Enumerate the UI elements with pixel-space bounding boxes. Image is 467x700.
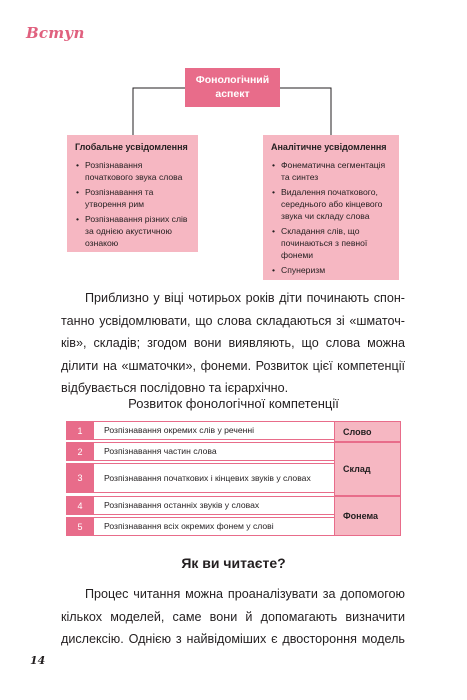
row-text: Розпізнавання частин слова: [94, 442, 334, 461]
intro-paragraph: [61, 287, 405, 400]
list-item: • Видалення початкового, середнього або кінцевого звука чи складу слова: [271, 186, 391, 222]
paragraph-line: дислексію. Однією з найвідоміших є двостороння модель: [61, 632, 405, 646]
level-word: Слово: [334, 421, 401, 442]
list-item: • Фонематична сегментація та синтез: [271, 159, 391, 183]
row-number: 2: [66, 442, 94, 461]
list-item: • Складання слів, що починаються з певної фонеми: [271, 225, 391, 261]
global-awareness-title: Глобальне усвідомлення: [75, 142, 188, 152]
row-number: 4: [66, 496, 94, 515]
table-row: [66, 442, 334, 461]
analytic-awareness-list: [271, 159, 391, 276]
paragraph-line: танно усвідомлювати, що слова складаються зі «шматоч-: [61, 313, 405, 328]
paragraph-line: відбувається послідовно та ієрархічно.: [61, 381, 289, 395]
analytic-awareness-title: Аналітичне усвідомлення: [271, 142, 387, 152]
global-awareness-box: [67, 135, 198, 252]
section-heading: Як ви читаєте?: [181, 555, 286, 571]
list-item: • Розпізнавання початкового звука слова: [75, 159, 190, 183]
level-phoneme: Фонема: [334, 496, 401, 536]
row-text: Розпізнавання всіх окремих фонем у слові: [94, 517, 334, 536]
table-row: [66, 517, 334, 536]
row-text: Розпізнавання останніх звуків у словах: [94, 496, 334, 515]
table-row: [66, 463, 334, 493]
level-syllable: Склад: [334, 442, 401, 496]
diagram-top-box: Фонологічний аспект: [185, 68, 280, 107]
paragraph-line: ків», складів; згодом вони виявляють, що слова можна: [61, 336, 405, 350]
row-text: Розпізнавання початкових і кінцевих звуків у словах: [94, 463, 334, 493]
table-row: [66, 421, 334, 440]
paragraph-line: Процес читання можна проаналізувати за допомогою: [85, 587, 405, 601]
paragraph-line: ділити на «шматочки», фонеми. Розвиток цієї компетенції: [61, 358, 405, 373]
global-awareness-list: [75, 159, 190, 249]
list-item: • Розпізнавання та утворення рим: [75, 186, 190, 210]
row-text: Розпізнавання окремих слів у реченні: [94, 421, 334, 440]
phonology-diagram: [0, 0, 467, 290]
row-number: 3: [66, 463, 94, 493]
table-caption: Розвиток фонологічної компетенції: [128, 396, 339, 411]
analytic-awareness-box: [263, 135, 399, 280]
row-number: 5: [66, 517, 94, 536]
list-item: • Спунеризм: [271, 264, 391, 276]
row-number: 1: [66, 421, 94, 440]
reading-paragraph: [61, 583, 405, 651]
list-item: • Розпізнавання різних слів за однією акустичною ознакою: [75, 213, 190, 249]
page-number: 14: [30, 654, 46, 667]
paragraph-line: Приблизно у віці чотирьох років діти починають спон-: [85, 291, 405, 305]
table-row: [66, 496, 334, 515]
paragraph-line: кількох моделей, саме вони й допомагають визначити: [61, 609, 405, 624]
section-tag: Вступ: [26, 24, 85, 42]
phonological-competence-table: [66, 421, 401, 537]
